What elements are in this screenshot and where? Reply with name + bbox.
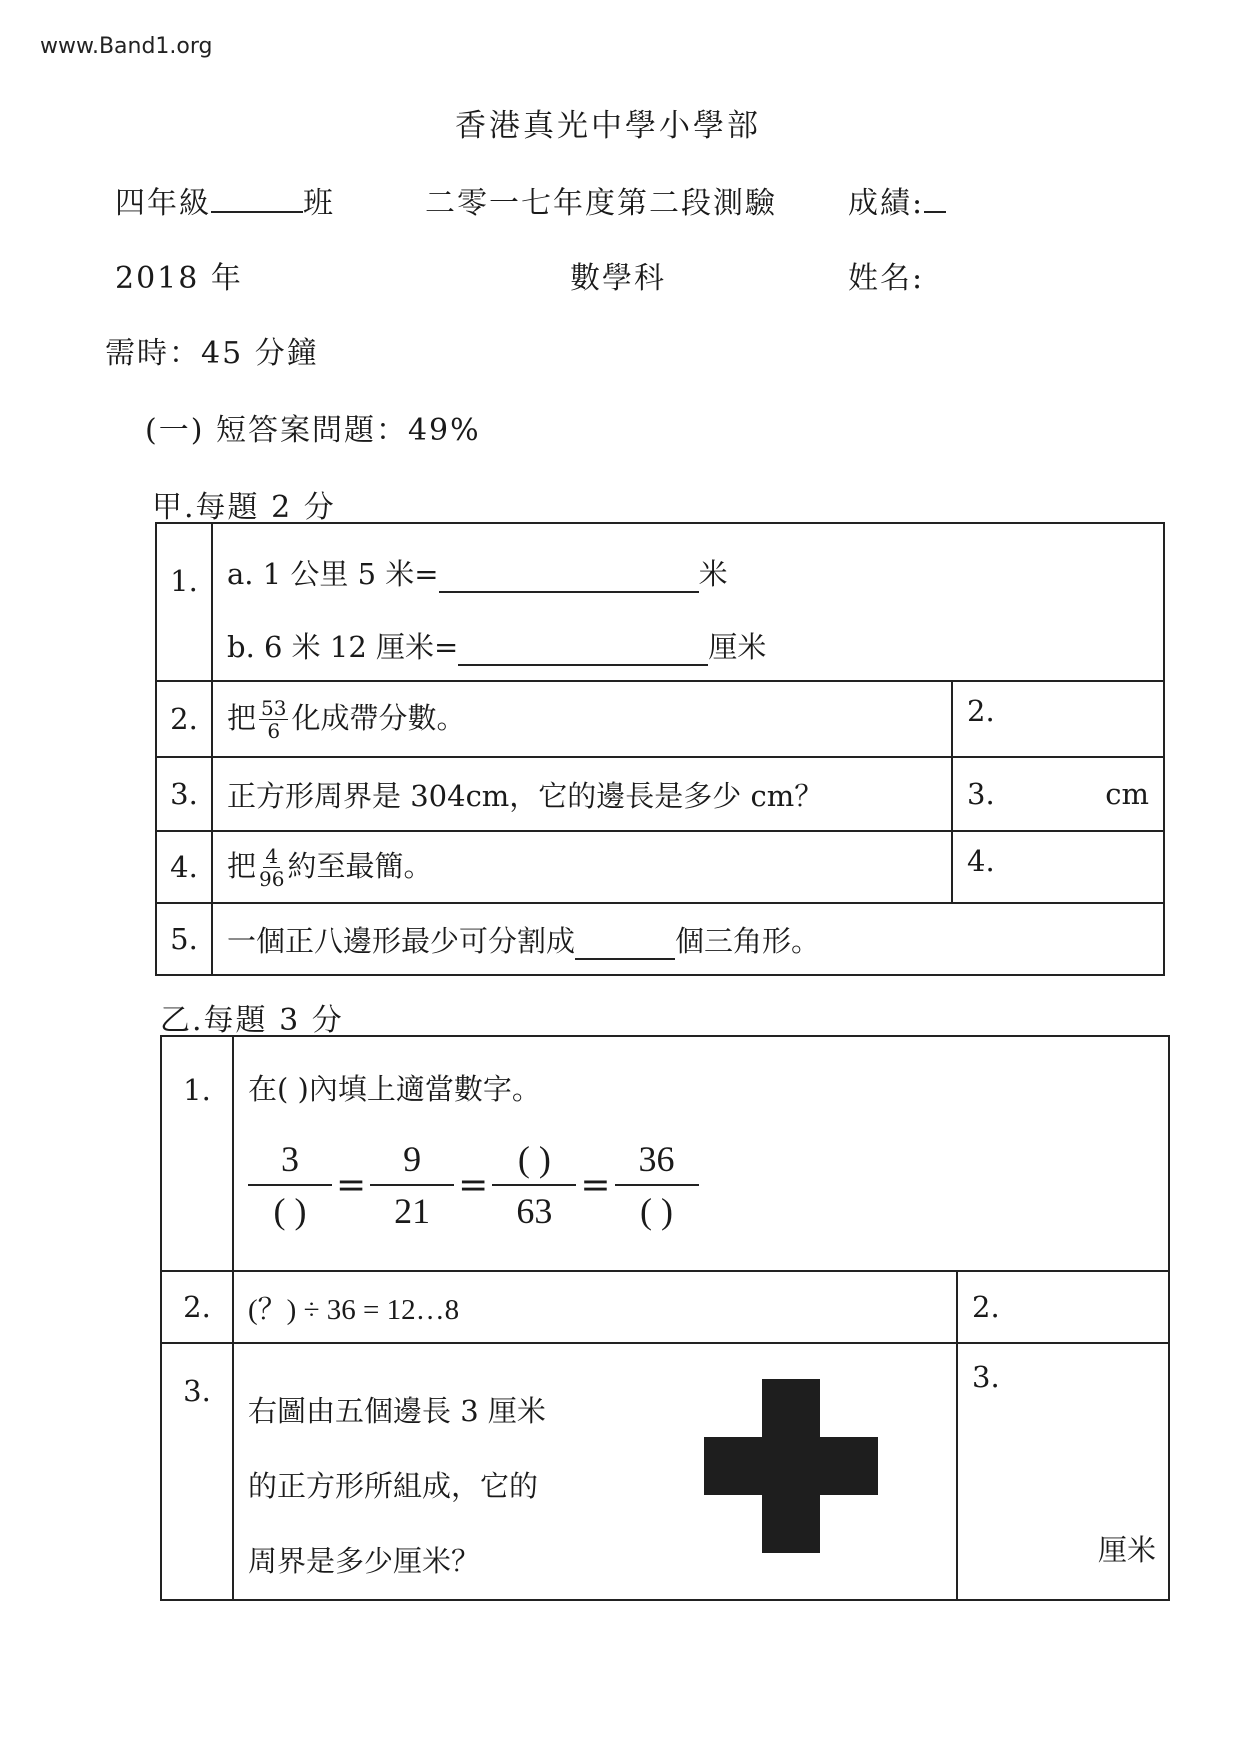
fraction-equation	[248, 1134, 1168, 1236]
table-row	[156, 681, 1164, 757]
numerator-blank[interactable]: ( )	[492, 1134, 576, 1186]
numerator: 9	[370, 1134, 454, 1186]
question-number: 2.	[156, 681, 212, 757]
answer-number: 3.	[967, 777, 995, 811]
fraction-4	[615, 1134, 699, 1236]
table-row	[161, 1343, 1169, 1600]
answer-box[interactable]: 4.	[952, 831, 1164, 903]
table-row	[161, 1271, 1169, 1343]
score-label: 成績:	[848, 186, 925, 221]
fraction	[259, 845, 284, 890]
site-watermark: www.Band1.org	[40, 34, 213, 59]
q5-pre: 一個正八邊形最少可分割成	[227, 923, 576, 958]
part-b-table	[160, 1035, 1170, 1601]
part-b-title: 乙.每題 3 分	[160, 1003, 344, 1038]
name-label: 姓名:	[848, 261, 925, 296]
school-name: 香港真光中學小學部	[455, 108, 761, 144]
denominator: 63	[516, 1191, 553, 1231]
q4-post: 約至最簡。	[287, 848, 433, 883]
table-row	[156, 757, 1164, 831]
score-blank	[924, 183, 946, 213]
q5-answer-line[interactable]	[575, 928, 675, 960]
table-row	[161, 1036, 1169, 1271]
q2-post: 化成帶分數。	[291, 700, 466, 735]
answer-number: 3.	[972, 1360, 1000, 1394]
q2-pre: 把	[227, 700, 257, 735]
answer-box[interactable]	[957, 1343, 1169, 1600]
part-a-title: 甲.每題 2 分	[152, 490, 336, 525]
answer-unit: cm	[1105, 777, 1149, 811]
question-number: 1.	[156, 523, 212, 681]
exam-title: 二零一七年度第二段測驗	[425, 186, 777, 221]
denominator-blank[interactable]: ( )	[640, 1191, 673, 1231]
denominator: 21	[394, 1191, 431, 1231]
denominator: 96	[259, 867, 285, 892]
subject: 數學科	[570, 261, 666, 296]
score	[848, 178, 946, 222]
grade-label: 四年級	[115, 186, 211, 221]
table-row	[156, 831, 1164, 903]
question-cell	[212, 903, 1164, 975]
question-text: 正方形周界是 304cm，它的邊長是多少 cm？	[212, 757, 952, 831]
answer-box[interactable]	[952, 757, 1164, 831]
class-label: 班	[303, 186, 335, 221]
question-number: 4.	[156, 831, 212, 903]
q1-text: 在( )內填上適當數字。	[248, 1072, 541, 1106]
question-cell	[212, 831, 952, 903]
numerator: 4	[265, 844, 279, 869]
question-text: (？) ÷ 36 = 12…8	[233, 1271, 957, 1343]
question-number: 3.	[161, 1343, 233, 1600]
q4-pre: 把	[227, 848, 257, 883]
question-number: 5.	[156, 903, 212, 975]
section-title: (一) 短答案問題：49%	[145, 413, 481, 448]
question-cell	[233, 1036, 1169, 1271]
grade-class	[115, 178, 335, 222]
q1b-text: b. 6 米 12 厘米=	[227, 630, 459, 664]
answer-box[interactable]: 2.	[957, 1271, 1169, 1343]
denominator: 6	[267, 719, 281, 744]
q1a-unit: 米	[698, 557, 728, 591]
answer-unit: 厘米	[1097, 1533, 1156, 1567]
table-row	[156, 903, 1164, 975]
q1b-unit: 厘米	[708, 630, 767, 664]
exam-year: 2018 年	[115, 261, 243, 296]
numerator: 3	[248, 1134, 332, 1186]
denominator-blank[interactable]: ( )	[273, 1191, 307, 1231]
q1b-answer-line[interactable]	[458, 634, 708, 666]
equals-sign: =	[580, 1164, 611, 1206]
cross-figure	[704, 1379, 878, 1553]
q1a-answer-line[interactable]	[439, 561, 699, 593]
q3-line-3: 周界是多少厘米？	[248, 1544, 481, 1578]
table-row	[156, 523, 1164, 681]
answer-box[interactable]: 2.	[952, 681, 1164, 757]
question-cell	[212, 681, 952, 757]
question-number: 2.	[161, 1271, 233, 1343]
fraction-1	[248, 1134, 332, 1236]
fraction	[259, 697, 288, 742]
question-cell	[233, 1343, 957, 1600]
equals-sign: =	[336, 1164, 367, 1206]
q5-post: 個三角形。	[675, 923, 821, 958]
q1a-text: a. 1 公里 5 米=	[227, 557, 439, 591]
question-cell	[212, 523, 1164, 681]
time-limit: 需時：45 分鐘	[105, 336, 319, 371]
fraction-3	[492, 1134, 576, 1236]
question-number: 3.	[156, 757, 212, 831]
numerator: 53	[261, 696, 287, 721]
numerator: 36	[615, 1134, 699, 1186]
q3-line-2: 的正方形所組成，它的	[248, 1469, 539, 1503]
fraction-2	[370, 1134, 454, 1236]
part-a-table	[155, 522, 1165, 976]
question-number: 1.	[161, 1036, 233, 1271]
q3-line-1: 右圖由五個邊長 3 厘米	[248, 1394, 546, 1428]
equals-sign: =	[458, 1164, 489, 1206]
class-blank	[211, 183, 303, 213]
